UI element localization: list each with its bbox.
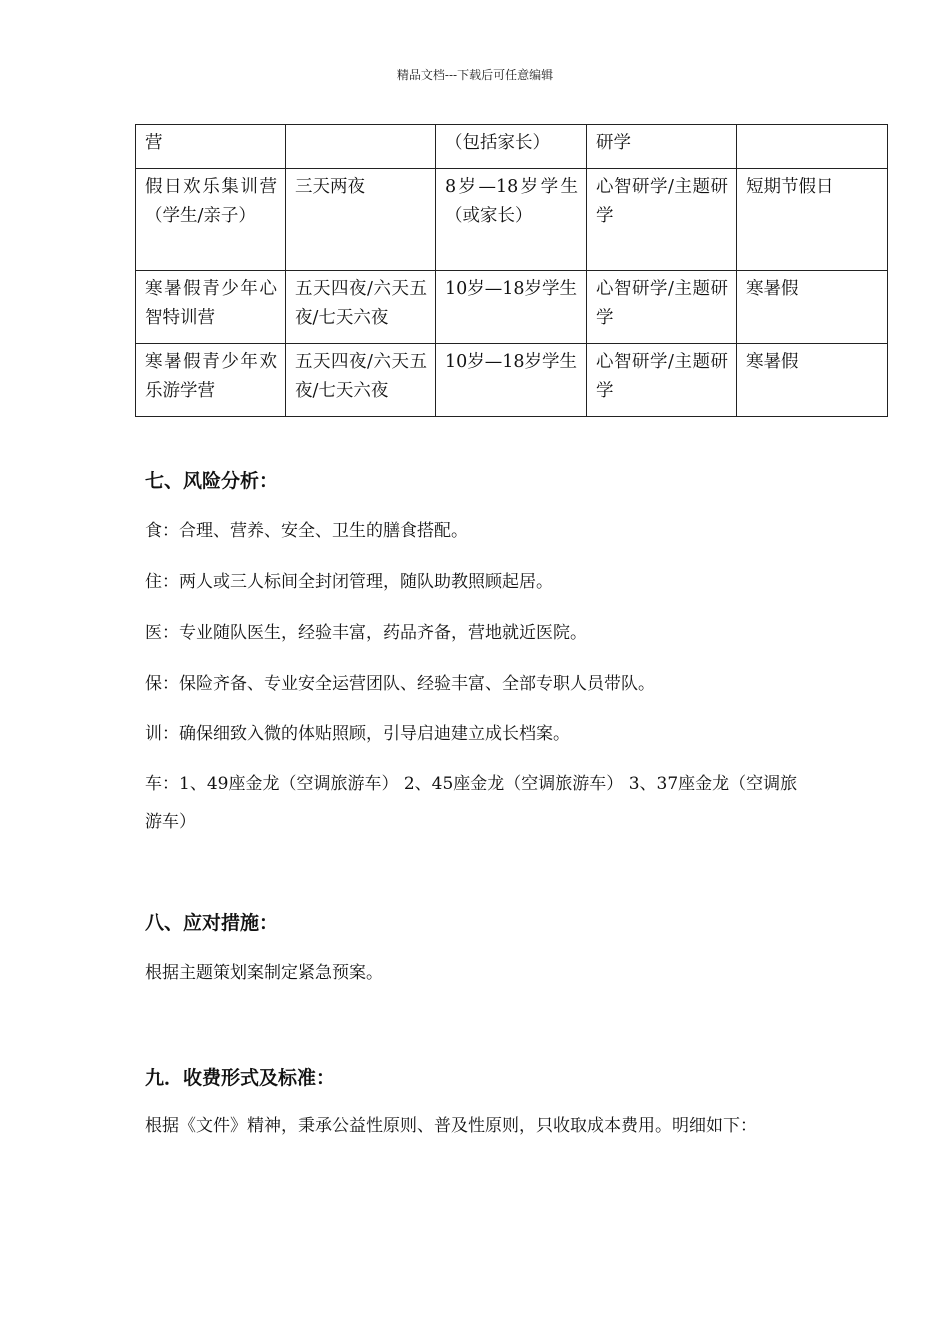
table-row (136, 271, 888, 344)
table-cell (286, 125, 436, 169)
table-cell: 心智研学/主题研学 (587, 169, 737, 271)
section-9-heading: 九．收费形式及标准： (145, 1067, 336, 1089)
table-row (136, 169, 888, 271)
table-cell: 寒暑假青少年心智特训营 (136, 271, 286, 344)
page-header-note: 精品文档---下载后可任意编辑 (396, 68, 554, 82)
table-cell: 三天两夜 (286, 169, 436, 271)
risk-item-insurance: 保：保险齐备、专业安全运营团队、经验丰富、全部专职人员带队。 (145, 674, 655, 694)
risk-item-medical: 医：专业随队医生，经验丰富，药品齐备，营地就近医院。 (145, 623, 587, 643)
section-8-text: 根据主题策划案制定紧急预案。 (145, 963, 383, 983)
risk-item-vehicle: 车：1、49座金龙（空调旅游车） 2、45座金龙（空调旅游车） 3、37座金龙（空调旅游车） (145, 774, 798, 832)
table-cell: 10岁—18岁学生 (436, 344, 587, 417)
section-7-heading: 七、风险分析： (145, 470, 279, 492)
table-cell: 短期节假日 (737, 169, 888, 271)
table-cell: 研学 (587, 125, 737, 169)
section-9-text: 根据《文件》精神，秉承公益性原则、普及性原则，只收取成本费用。明细如下： (145, 1116, 757, 1136)
table-cell: 五天四夜/六天五夜/七天六夜 (286, 344, 436, 417)
table-row (136, 344, 888, 417)
risk-item-food: 食：合理、营养、安全、卫生的膳食搭配。 (145, 521, 468, 541)
table-cell: （包括家长） (436, 125, 587, 169)
table-cell: 寒暑假青少年欢乐游学营 (136, 344, 286, 417)
table-cell: 寒暑假 (737, 344, 888, 417)
camp-schedule-table (135, 124, 888, 417)
table-cell: 营 (136, 125, 286, 169)
table-cell: 心智研学/主题研学 (587, 271, 737, 344)
table-cell: 寒暑假 (737, 271, 888, 344)
section-8-heading: 八、应对措施： (145, 912, 279, 934)
table-cell: 8岁—18岁学生（或家长） (436, 169, 587, 271)
table-cell (737, 125, 888, 169)
table-row (136, 125, 888, 169)
risk-item-lodging: 住：两人或三人标间全封闭管理，随队助教照顾起居。 (145, 572, 553, 592)
risk-item-training: 训：确保细致入微的体贴照顾，引导启迪建立成长档案。 (145, 724, 570, 744)
table-cell: 假日欢乐集训营（学生/亲子） (136, 169, 286, 271)
table-cell: 五天四夜/六天五夜/七天六夜 (286, 271, 436, 344)
table-cell: 心智研学/主题研学 (587, 344, 737, 417)
table-cell: 10岁—18岁学生 (436, 271, 587, 344)
